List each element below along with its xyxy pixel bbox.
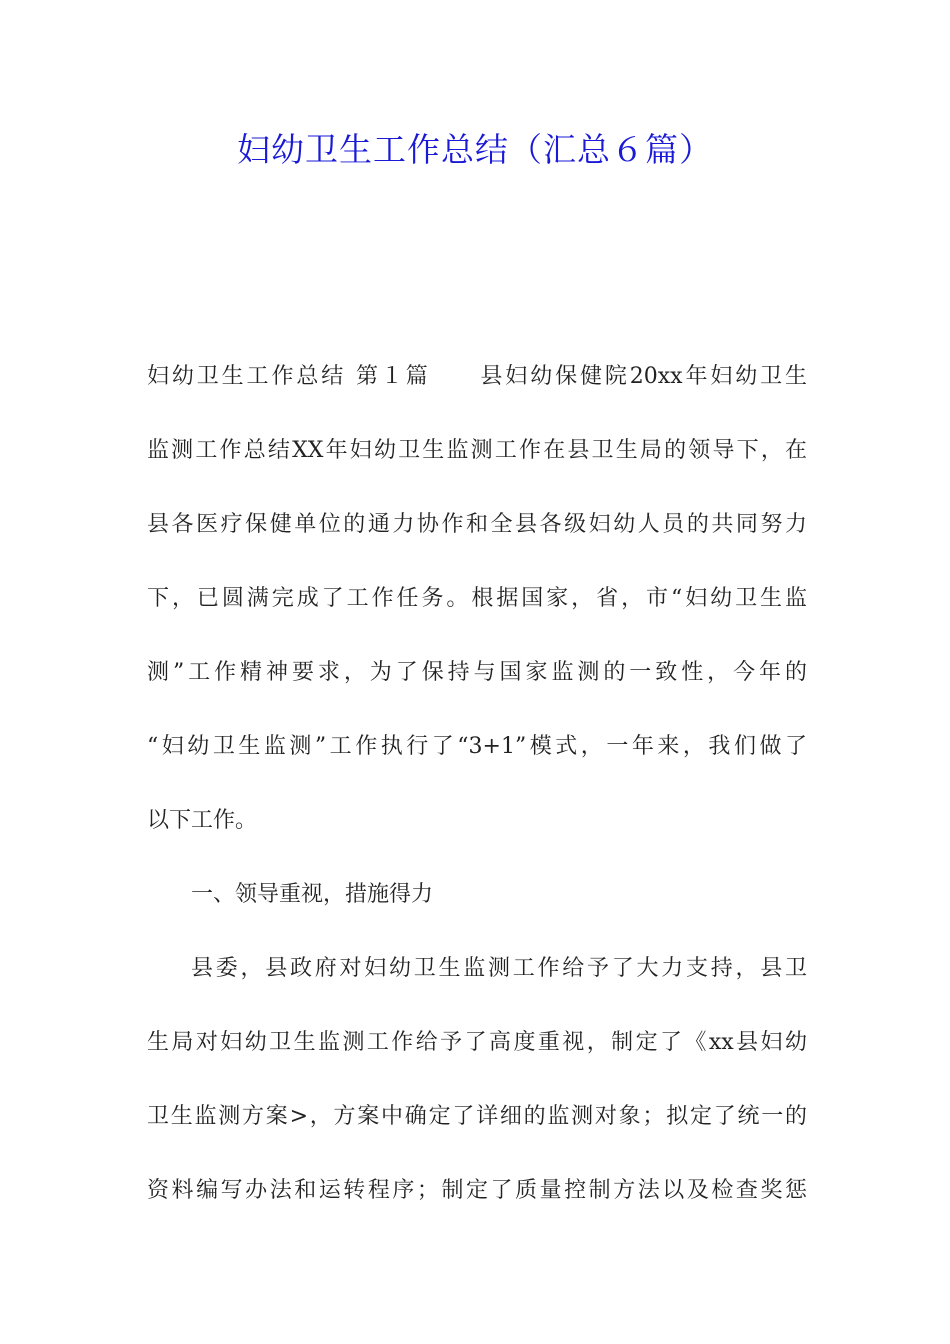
text-line: 卫生监测方案>，方案中确定了详细的监测对象；拟定了统一的: [147, 1104, 807, 1129]
text-line: 妇幼卫生工作总结 第１篇 县妇幼保健院20xx年妇幼卫生: [147, 364, 807, 389]
text-line: 监测工作总结XX年妇幼卫生监测工作在县卫生局的领导下，在: [147, 438, 807, 463]
document-body: [147, 340, 807, 1228]
text-line: 县各医疗保健单位的通力协作和全县各级妇幼人员的共同努力: [147, 512, 807, 537]
section-heading: 一、领导重视，措施得力: [191, 882, 434, 907]
text-line: 以下工作。: [147, 808, 258, 833]
text-line: “妇幼卫生监测”工作执行了“3+1”模式，一年来，我们做了: [147, 734, 807, 759]
text-line: 资料编写办法和运转程序；制定了质量控制方法以及检查奖惩: [147, 1178, 807, 1203]
text-line: 生局对妇幼卫生监测工作给予了高度重视，制定了《xx县妇幼: [147, 1030, 807, 1055]
paragraph-section-1: [147, 932, 807, 1228]
document-title: 妇幼卫生工作总结（汇总６篇）: [237, 130, 713, 169]
text-line: 县委，县政府对妇幼卫生监测工作给予了大力支持，县卫: [191, 956, 807, 981]
text-line: 下，已圆满完成了工作任务。根据国家，省，市“妇幼卫生监: [147, 586, 807, 611]
paragraph-intro: [147, 340, 807, 858]
text-line: 测”工作精神要求，为了保持与国家监测的一致性，今年的: [147, 660, 807, 685]
